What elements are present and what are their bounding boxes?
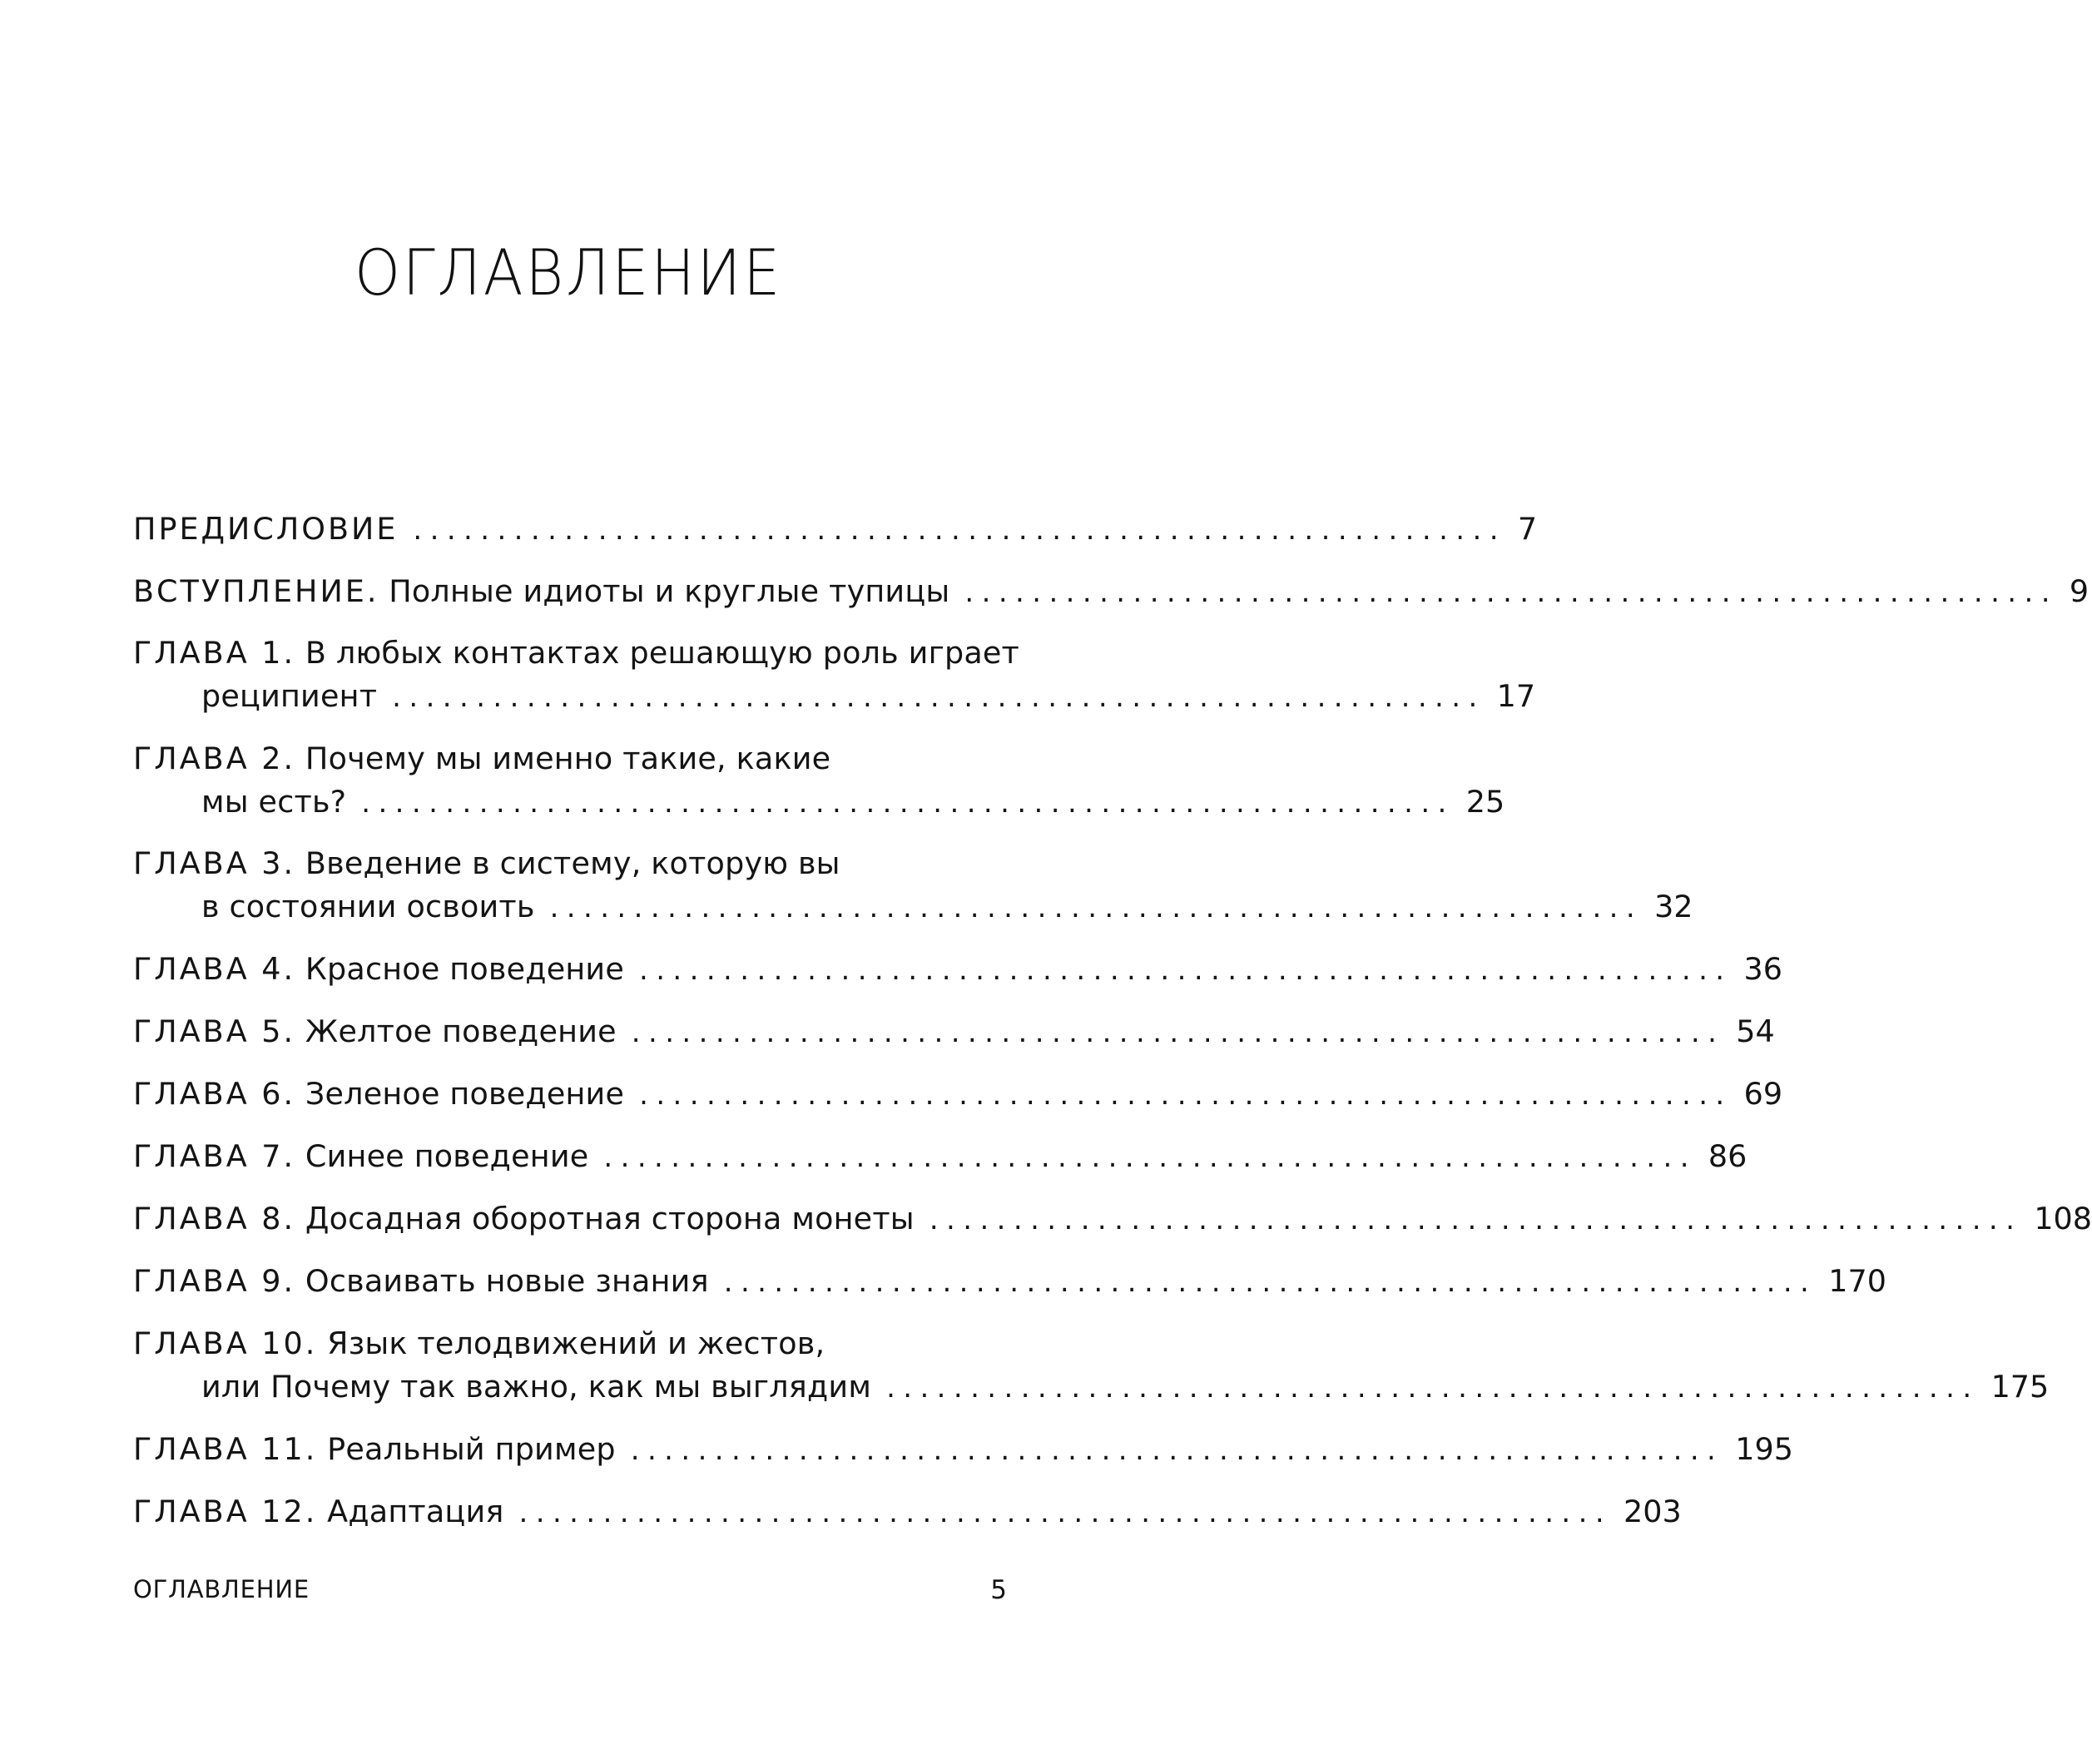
toc-leader-dots: .................................................................: [413, 513, 1506, 547]
toc-entry-chapter-1-continuation[interactable]: [201, 675, 1536, 718]
toc-page-number: 54: [1736, 1013, 1775, 1049]
toc-leader-dots: .................................................................: [639, 1078, 1733, 1112]
toc-entry-introduction[interactable]: [133, 570, 2090, 613]
toc-leader-dots: .................................................................: [723, 1266, 1817, 1299]
toc-entry-chapter-3-continuation[interactable]: [201, 885, 1693, 929]
toc-entry-chapter-9[interactable]: [133, 1260, 1886, 1303]
toc-leader-dots: .................................................................: [603, 1141, 1697, 1174]
toc-entry-label: в состоянии освоить: [201, 889, 535, 924]
toc-leader-dots: .................................................................: [639, 954, 1733, 987]
toc-entry-label: мы есть?: [201, 784, 347, 820]
toc-page-number: 86: [1708, 1138, 1747, 1174]
toc-page-number: 32: [1654, 889, 1693, 924]
toc-entry-preface[interactable]: [133, 508, 1538, 551]
toc-page-number: 7: [1517, 511, 1538, 547]
toc-page-number: 25: [1465, 784, 1505, 820]
toc-entry-label: ГЛАВА 11. Реальный пример: [133, 1431, 616, 1467]
toc-entry-label: ГЛАВА 12. Адаптация: [133, 1494, 504, 1529]
running-footer-section-label: ОГЛАВЛЕНИЕ: [133, 1575, 310, 1603]
toc-entry-chapter-5[interactable]: [133, 1010, 1775, 1053]
toc-leader-dots: .................................................................: [886, 1371, 1980, 1405]
toc-entry-chapter-1[interactable]: [133, 632, 1020, 675]
toc-entry-label: ГЛАВА 7. Синее поведение: [133, 1138, 589, 1174]
toc-page-number: 17: [1496, 678, 1536, 714]
toc-entry-label: ГЛАВА 5. Желтое поведение: [133, 1013, 617, 1049]
toc-entry-label: ГЛАВА 4. Красное поведение: [133, 951, 624, 987]
toc-entry-chapter-12[interactable]: [133, 1490, 1682, 1534]
toc-leader-dots: .................................................................: [929, 1203, 2023, 1236]
toc-entry-label: ВСТУПЛЕНИЕ. Полные идиоты и круглые тупицы: [133, 573, 950, 609]
toc-leader-dots: .................................................................: [631, 1016, 1725, 1049]
toc-leader-dots: .................................................................: [518, 1496, 1613, 1529]
toc-page-number: 9: [2069, 573, 2090, 609]
page-title: ОГЛАВЛЕНИЕ: [354, 235, 783, 310]
toc-entry-chapter-2[interactable]: [133, 737, 1007, 780]
toc-entry-chapter-8[interactable]: [133, 1197, 2092, 1241]
toc-entry-chapter-10-continuation[interactable]: [201, 1365, 2050, 1409]
toc-page-number: 195: [1735, 1431, 1793, 1467]
toc-leader-dots: .................................................................: [361, 786, 1455, 820]
toc-entry-chapter-2-continuation[interactable]: [201, 780, 1505, 824]
toc-page-number: 36: [1743, 951, 1782, 987]
toc-leader-dots: .................................................................: [630, 1434, 1724, 1467]
toc-entry-label: ГЛАВА 3. Введение в систему, которую вы: [133, 845, 840, 881]
toc-entry-label: ГЛАВА 6. Зеленое поведение: [133, 1076, 625, 1112]
toc-entry-label: ПРЕДИСЛОВИЕ: [133, 511, 399, 547]
toc-entry-label: ГЛАВА 8. Досадная оборотная сторона монеты: [133, 1201, 915, 1236]
toc-entry-label: или Почему так важно, как мы выглядим: [201, 1369, 872, 1405]
toc-entry-label: ГЛАВА 1. В любых контактах решающую роль играет: [133, 635, 1020, 671]
toc-page-number: 69: [1743, 1076, 1783, 1112]
toc-entry-label: ГЛАВА 9. Осваивать новые знания: [133, 1263, 709, 1299]
toc-entry-chapter-4[interactable]: [133, 948, 1782, 991]
toc-entry-chapter-6[interactable]: [133, 1073, 1783, 1116]
toc-page-number: 203: [1624, 1494, 1682, 1529]
toc-page-number: 175: [1990, 1369, 2050, 1405]
page-number: 5: [990, 1575, 1007, 1605]
toc-entry-chapter-7[interactable]: [133, 1135, 1747, 1178]
toc-leader-dots: .................................................................: [964, 576, 2058, 609]
toc-entry-label: реципиент: [201, 678, 378, 714]
toc-leader-dots: .................................................................: [392, 681, 1485, 714]
toc-page-number: 170: [1828, 1263, 1886, 1299]
toc-page-number: 108: [2034, 1201, 2092, 1236]
toc-entry-label: ГЛАВА 10. Язык телодвижений и жестов,: [133, 1325, 825, 1361]
toc-entry-label: ГЛАВА 2. Почему мы именно такие, какие: [133, 741, 831, 776]
toc-entry-chapter-10[interactable]: [133, 1322, 1007, 1365]
toc-entry-chapter-3[interactable]: [133, 842, 1007, 885]
toc-leader-dots: .................................................................: [549, 891, 1643, 924]
toc-entry-chapter-11[interactable]: [133, 1428, 1793, 1471]
